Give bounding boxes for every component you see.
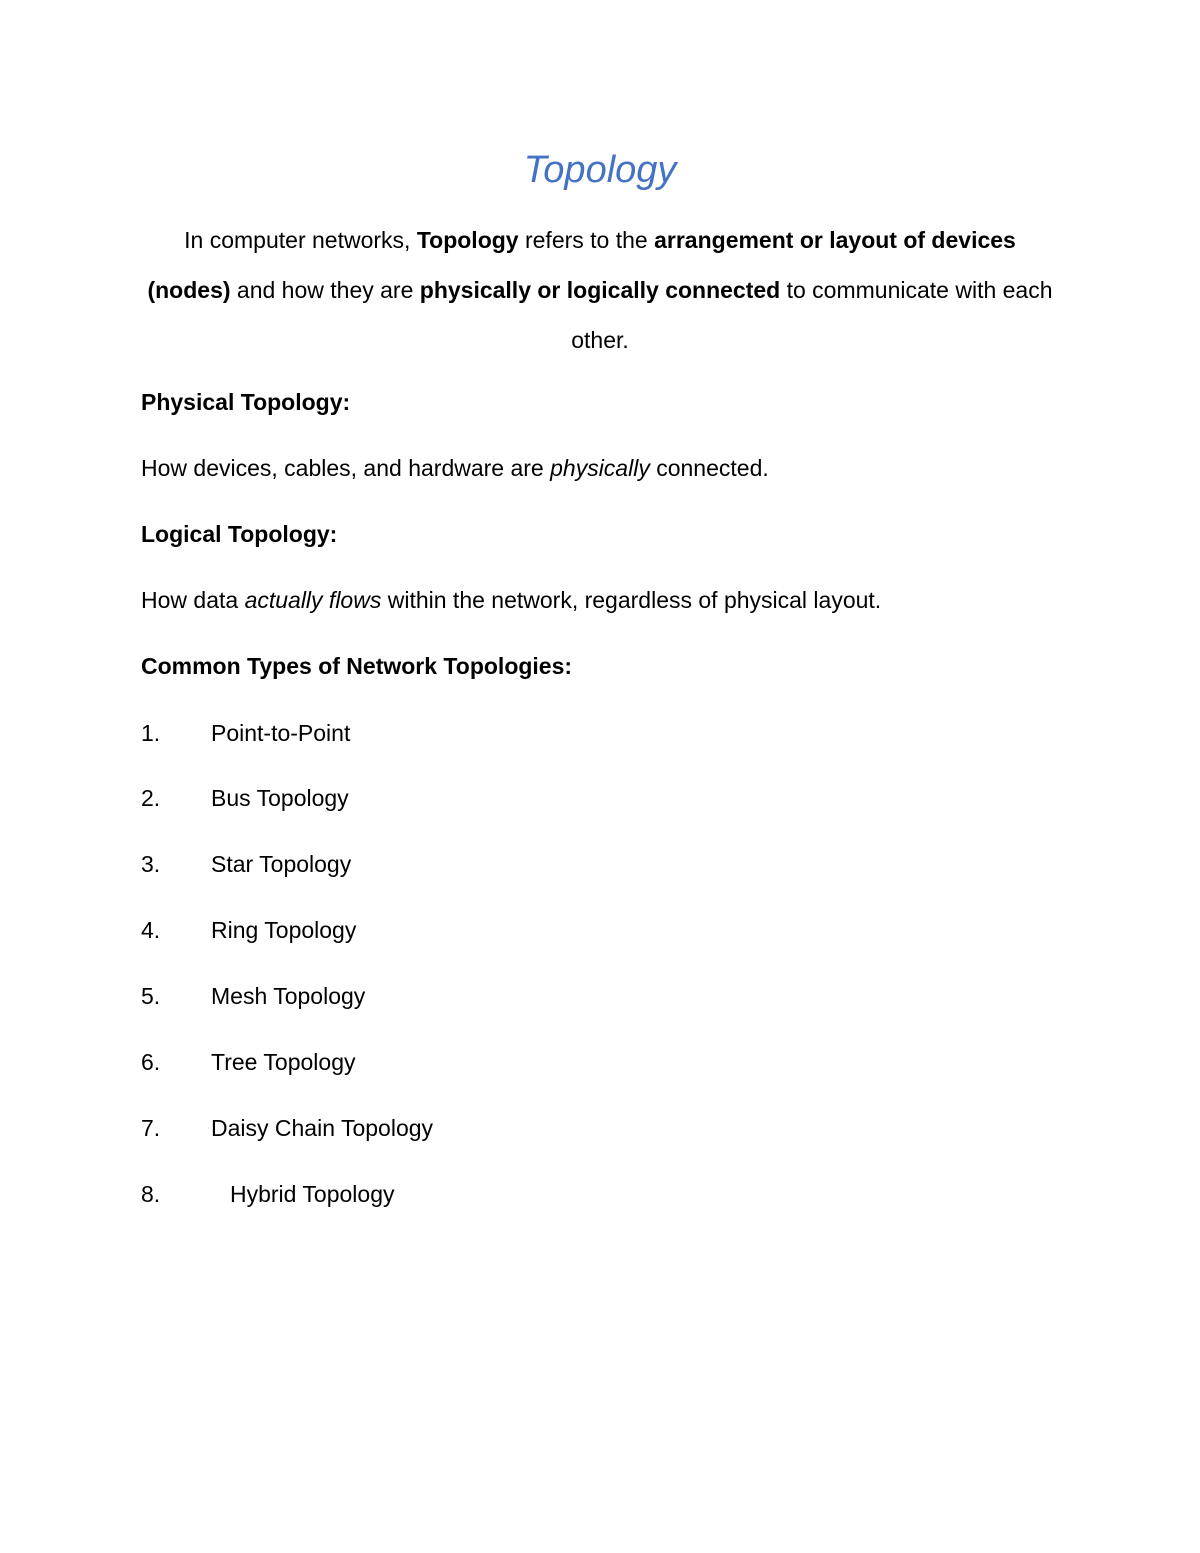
intro-text: refers to the [518, 227, 655, 253]
list-label: Mesh Topology [211, 983, 366, 1009]
physical-text: How devices, cables, and hardware are [141, 455, 551, 481]
physical-topology-description [141, 452, 769, 484]
intro-bold-arrangement: arrangement or layout of devices (nodes) [147, 227, 1016, 303]
list-item [141, 848, 351, 880]
list-item [141, 1112, 433, 1144]
intro-text: to communicate with each other. [571, 277, 1053, 353]
list-number: 4. [141, 917, 161, 943]
physical-topology-heading: Physical Topology: [141, 389, 351, 415]
physical-emphasis: physically [550, 455, 650, 481]
list-label: Point-to-Point [211, 720, 351, 746]
list-label: Daisy Chain Topology [211, 1115, 434, 1141]
intro-text: and how they are [230, 277, 420, 303]
list-number: 5. [141, 983, 161, 1009]
list-label: Bus Topology [211, 785, 349, 811]
list-label: Ring Topology [211, 917, 357, 943]
list-item [141, 717, 350, 749]
intro-bold-connected: physically or logically connected [419, 277, 781, 303]
list-label: Star Topology [211, 851, 352, 877]
intro-paragraph [140, 215, 1060, 365]
list-item [141, 914, 356, 946]
logical-topology-heading: Logical Topology: [141, 521, 338, 547]
list-number: 3. [141, 851, 161, 877]
logical-text: within the network, regardless of physical layout. [381, 587, 882, 613]
list-number: 8. [141, 1181, 161, 1207]
list-item [141, 1046, 355, 1078]
list-number: 1. [141, 720, 161, 746]
logical-emphasis: actually flows [244, 587, 382, 613]
logical-topology-description [141, 584, 881, 616]
list-number: 6. [141, 1049, 161, 1075]
intro-bold-topology: Topology [416, 227, 519, 253]
logical-text: How data [141, 587, 245, 613]
list-item [141, 980, 365, 1012]
list-item [141, 782, 349, 814]
list-label: Tree Topology [211, 1049, 356, 1075]
topology-types-heading: Common Types of Network Topologies: [141, 653, 573, 679]
list-item [141, 1178, 395, 1210]
list-number: 7. [141, 1115, 161, 1141]
intro-text: In computer networks, [184, 227, 417, 253]
list-number: 2. [141, 785, 161, 811]
list-label: Hybrid Topology [230, 1181, 395, 1207]
physical-text: connected. [649, 455, 769, 481]
page-title: Topology [523, 149, 677, 191]
